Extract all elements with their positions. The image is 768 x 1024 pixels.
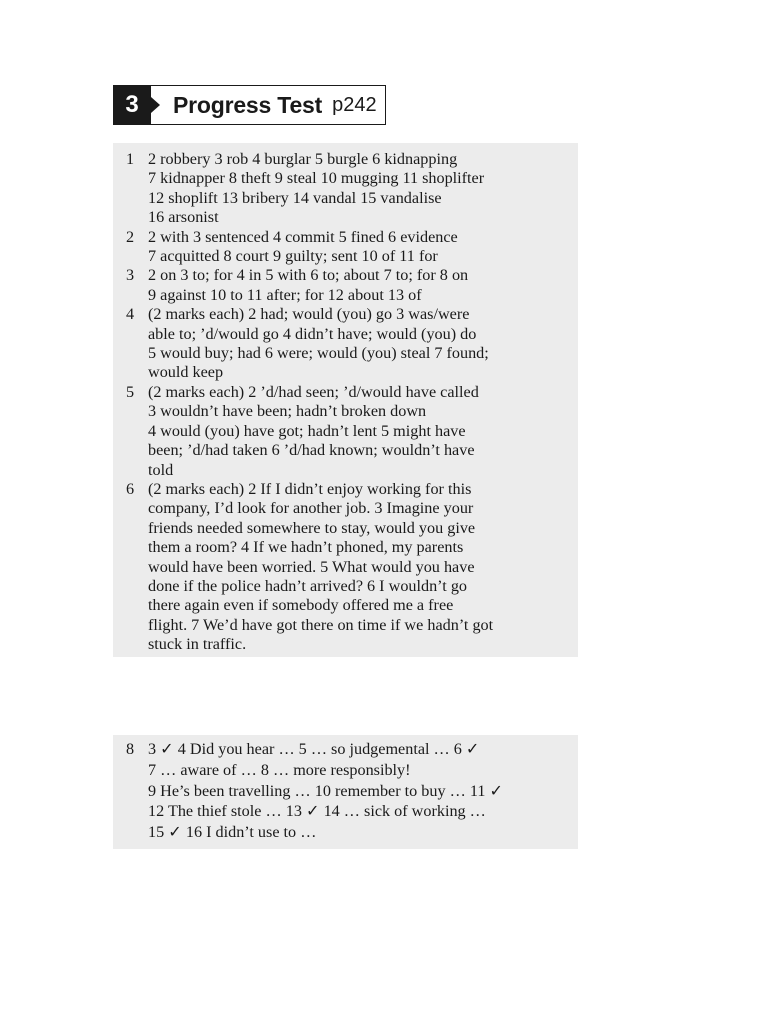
- answer-body: [148, 305, 576, 383]
- answer-body: [148, 480, 576, 655]
- answer-line: told: [148, 460, 174, 479]
- answer-item-5: [126, 383, 576, 480]
- answer-line: company, I’d look for another job. 3 Imagine your: [148, 499, 474, 518]
- unit-number: 3: [125, 91, 139, 118]
- answer-number: 6: [126, 479, 135, 498]
- answer-line: (2 marks each) 2 had; would (you) go 3 was/were: [148, 305, 470, 324]
- answer-item-3: [126, 266, 576, 305]
- answer-line: 16 arsonist: [148, 208, 219, 227]
- answer-line: able to; ’d/would go 4 didn’t have; would (you) do: [148, 324, 477, 343]
- answer-line: friends needed somewhere to stay, would you give: [148, 518, 476, 537]
- answer-item-1: [126, 150, 576, 228]
- answer-body: [148, 228, 576, 267]
- answer-number: 1: [126, 150, 135, 168]
- page-reference: p242: [332, 93, 377, 116]
- answer-line: 3 wouldn’t have been; hadn’t broken down: [148, 402, 427, 421]
- answer-line: flight. 7 We’d have got there on time if we hadn’t got: [148, 615, 494, 634]
- answer-line: 2 on 3 to; for 4 in 5 with 6 to; about 7 to; for 8 on: [148, 266, 469, 285]
- answer-line: 12 shoplift 13 bribery 14 vandal 15 vandalise: [148, 188, 442, 207]
- answer-body: [148, 739, 576, 843]
- answer-line: 12 The thief stole … 13 ✓ 14 … sick of working …: [148, 802, 486, 821]
- answer-body: [148, 150, 576, 228]
- answer-number: 2: [126, 227, 135, 246]
- answer-number: 3: [126, 266, 135, 285]
- answer-list: [126, 150, 576, 655]
- answer-line: 15 ✓ 16 I didn’t use to …: [148, 823, 317, 842]
- answer-line: 7 kidnapper 8 theft 9 steal 10 mugging 11 shoplifter: [148, 169, 485, 188]
- answer-item-4: [126, 305, 576, 383]
- answer-line: 9 against 10 to 11 after; for 12 about 13 of: [148, 285, 422, 304]
- answer-line: would have been worried. 5 What would you have: [148, 557, 475, 576]
- unit-number-badge: [113, 85, 151, 125]
- answer-number: 5: [126, 382, 135, 401]
- blank-gap: [110, 657, 580, 735]
- answer-line: (2 marks each) 2 ’d/had seen; ’d/would have called: [148, 382, 479, 401]
- answer-line: 2 with 3 sentenced 4 commit 5 fined 6 evidence: [148, 227, 458, 246]
- answer-item-6: [126, 480, 576, 655]
- answer-number: 8: [126, 740, 135, 758]
- answer-line: 9 He’s been travelling … 10 remember to buy … 11 ✓: [148, 781, 504, 800]
- answer-line: 2 robbery 3 rob 4 burglar 5 burgle 6 kidnapping: [148, 150, 458, 168]
- answer-line: 7 acquitted 8 court 9 guilty; sent 10 of 11 for: [148, 247, 438, 266]
- answer-line: 7 … aware of … 8 … more responsibly!: [148, 760, 411, 779]
- answer-line: stuck in traffic.: [148, 635, 247, 654]
- answer-line: (2 marks each) 2 If I didn’t enjoy working for this: [148, 479, 472, 498]
- answer-line: been; ’d/had taken 6 ’d/had known; wouldn’t have: [148, 441, 475, 460]
- answer-line: 5 would buy; had 6 were; would (you) steal 7 found;: [148, 344, 489, 363]
- answer-item-2: [126, 228, 576, 267]
- answer-line: 4 would (you) have got; hadn’t lent 5 might have: [148, 421, 466, 440]
- page-title: Progress Test: [173, 91, 323, 118]
- answer-item-8: [126, 739, 576, 843]
- title-box: [151, 85, 386, 125]
- answer-line: done if the police hadn’t arrived? 6 I wouldn’t go: [148, 576, 468, 595]
- answer-body: [148, 383, 576, 480]
- answer-line: would keep: [148, 363, 224, 382]
- answer-line: 3 ✓ 4 Did you hear … 5 … so judgemental … 6 ✓: [148, 740, 480, 758]
- answer-number: 4: [126, 305, 135, 324]
- section-header: [113, 85, 386, 125]
- answer-body: [148, 266, 576, 305]
- answer-line: there again even if somebody offered me a free: [148, 596, 454, 615]
- answer-line: them a room? 4 If we hadn’t phoned, my parents: [148, 538, 464, 557]
